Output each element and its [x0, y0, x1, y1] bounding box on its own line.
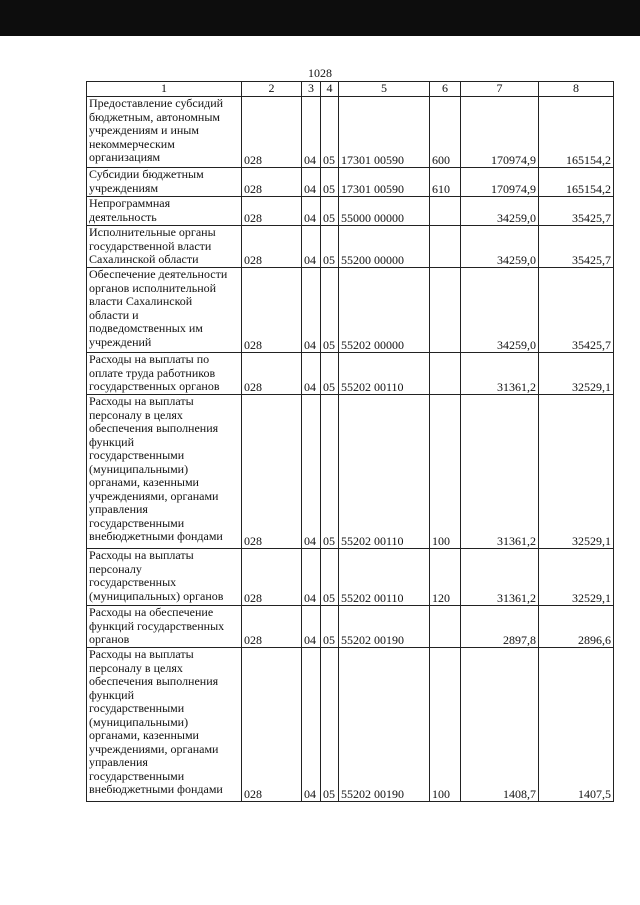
- table-row: [87, 549, 614, 606]
- expense-type-cell: [430, 606, 461, 648]
- column-header: 4: [321, 82, 339, 97]
- expense-type-cell: [430, 353, 461, 395]
- section-code-cell: 04: [302, 268, 321, 353]
- amount-year1-cell: 31361,2: [461, 549, 539, 606]
- amount-year2-cell: 32529,1: [539, 353, 614, 395]
- target-article-cell: 17301 00590: [339, 97, 430, 168]
- section-code-cell: 04: [302, 168, 321, 197]
- amount-year1-cell: 31361,2: [461, 395, 539, 549]
- target-article-cell: 55000 00000: [339, 197, 430, 226]
- department-code-cell: 028: [242, 197, 302, 226]
- department-code-cell: 028: [242, 648, 302, 802]
- expense-type-cell: [430, 268, 461, 353]
- department-code-cell: 028: [242, 606, 302, 648]
- section-code-cell: 04: [302, 549, 321, 606]
- section-code-cell: 04: [302, 197, 321, 226]
- target-article-cell: 55202 00110: [339, 549, 430, 606]
- amount-year2-cell: 2896,6: [539, 606, 614, 648]
- table-row: [87, 97, 614, 168]
- amount-year2-cell: 1407,5: [539, 648, 614, 802]
- department-code-cell: 028: [242, 268, 302, 353]
- expense-name-cell: Расходы на обеспечение функций государственных органов: [87, 606, 242, 648]
- amount-year1-cell: 1408,7: [461, 648, 539, 802]
- department-code-cell: 028: [242, 549, 302, 606]
- target-article-cell: 55202 00190: [339, 606, 430, 648]
- amount-year2-cell: 35425,7: [539, 197, 614, 226]
- department-code-cell: 028: [242, 168, 302, 197]
- expense-name-cell: Расходы на выплаты по оплате труда работников государственных органов: [87, 353, 242, 395]
- table-row: [87, 606, 614, 648]
- budget-table: [86, 81, 614, 802]
- expense-name-cell: Исполнительные органы государственной власти Сахалинской области: [87, 226, 242, 268]
- amount-year2-cell: 35425,7: [539, 268, 614, 353]
- section-code-cell: 04: [302, 353, 321, 395]
- amount-year1-cell: 34259,0: [461, 197, 539, 226]
- subsection-code-cell: 05: [321, 353, 339, 395]
- subsection-code-cell: 05: [321, 549, 339, 606]
- table-row: [87, 197, 614, 226]
- expense-name-cell: Расходы на выплаты персоналу в целях обеспечения выполнения функций государственными (муниципальными) органами, казенными учреждениями, органами управления государственными внебюджетными фондами: [87, 648, 242, 802]
- subsection-code-cell: 05: [321, 197, 339, 226]
- department-code-cell: 028: [242, 226, 302, 268]
- amount-year2-cell: 32529,1: [539, 395, 614, 549]
- page-number: 1028: [308, 66, 332, 80]
- target-article-cell: 55200 00000: [339, 226, 430, 268]
- expense-name-cell: Непрограммная деятельность: [87, 197, 242, 226]
- column-header: 1: [87, 82, 242, 97]
- column-header: 3: [302, 82, 321, 97]
- table-row: [87, 353, 614, 395]
- table-row: [87, 268, 614, 353]
- section-code-cell: 04: [302, 97, 321, 168]
- column-header: 2: [242, 82, 302, 97]
- table-row: [87, 168, 614, 197]
- expense-name-cell: Обеспечение деятельности органов исполнительной власти Сахалинской области и подведомственных им учреждений: [87, 268, 242, 353]
- target-article-cell: 55202 00190: [339, 648, 430, 802]
- column-header: 5: [339, 82, 430, 97]
- table-row: [87, 226, 614, 268]
- target-article-cell: 17301 00590: [339, 168, 430, 197]
- expense-name-cell: Субсидии бюджетным учреждениям: [87, 168, 242, 197]
- expense-type-cell: 100: [430, 395, 461, 549]
- target-article-cell: 55202 00110: [339, 395, 430, 549]
- section-code-cell: 04: [302, 606, 321, 648]
- target-article-cell: 55202 00000: [339, 268, 430, 353]
- section-code-cell: 04: [302, 395, 321, 549]
- expense-name-cell: Расходы на выплаты персоналу в целях обеспечения выполнения функций государственными (муниципальными) органами, казенными учреждениями, органами управления государственными внебюджетными фондами: [87, 395, 242, 549]
- amount-year2-cell: 165154,2: [539, 168, 614, 197]
- expense-name-cell: Расходы на выплаты персоналу государственных (муниципальных) органов: [87, 549, 242, 606]
- section-code-cell: 04: [302, 648, 321, 802]
- amount-year1-cell: 34259,0: [461, 268, 539, 353]
- column-numbers-row: [87, 82, 614, 97]
- target-article-cell: 55202 00110: [339, 353, 430, 395]
- subsection-code-cell: 05: [321, 606, 339, 648]
- column-header: 7: [461, 82, 539, 97]
- amount-year1-cell: 170974,9: [461, 97, 539, 168]
- amount-year1-cell: 170974,9: [461, 168, 539, 197]
- table-row: [87, 395, 614, 549]
- department-code-cell: 028: [242, 97, 302, 168]
- amount-year1-cell: 2897,8: [461, 606, 539, 648]
- expense-type-cell: [430, 226, 461, 268]
- expense-type-cell: 600: [430, 97, 461, 168]
- expense-type-cell: 610: [430, 168, 461, 197]
- subsection-code-cell: 05: [321, 268, 339, 353]
- subsection-code-cell: 05: [321, 395, 339, 549]
- column-header: 8: [539, 82, 614, 97]
- amount-year2-cell: 35425,7: [539, 226, 614, 268]
- expense-name-cell: Предоставление субсидий бюджетным, автономным учреждениям и иным некоммерческим организациям: [87, 97, 242, 168]
- column-header: 6: [430, 82, 461, 97]
- amount-year2-cell: 165154,2: [539, 97, 614, 168]
- subsection-code-cell: 05: [321, 97, 339, 168]
- subsection-code-cell: 05: [321, 168, 339, 197]
- scan-top-edge: [0, 0, 640, 36]
- department-code-cell: 028: [242, 353, 302, 395]
- amount-year1-cell: 31361,2: [461, 353, 539, 395]
- amount-year2-cell: 32529,1: [539, 549, 614, 606]
- subsection-code-cell: 05: [321, 226, 339, 268]
- section-code-cell: 04: [302, 226, 321, 268]
- table-row: [87, 648, 614, 802]
- expense-type-cell: 100: [430, 648, 461, 802]
- expense-type-cell: 120: [430, 549, 461, 606]
- department-code-cell: 028: [242, 395, 302, 549]
- expense-type-cell: [430, 197, 461, 226]
- subsection-code-cell: 05: [321, 648, 339, 802]
- amount-year1-cell: 34259,0: [461, 226, 539, 268]
